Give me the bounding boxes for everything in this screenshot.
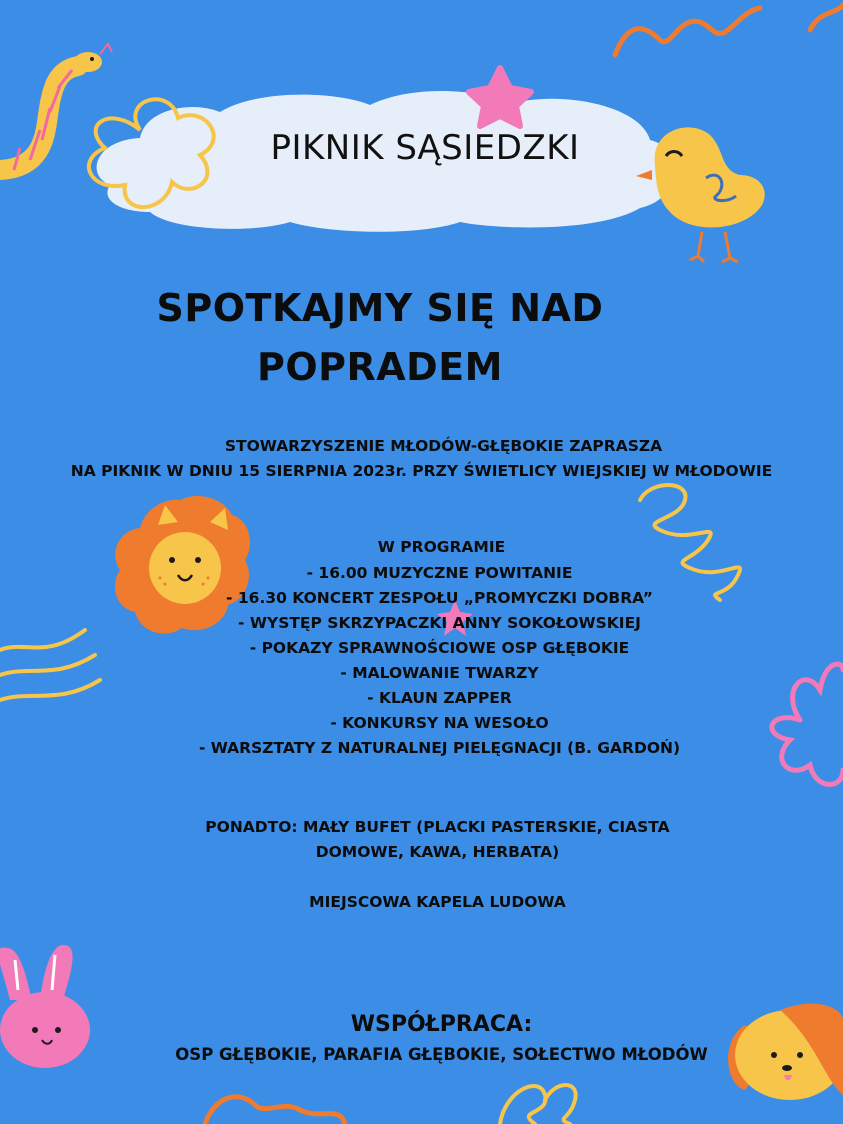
- extra-line-1: PONADTO: MAŁY BUFET (PLACKI PASTERSKIE, CIASTA: [205, 818, 670, 836]
- program-item: - KONKURSY NA WESOŁO: [330, 714, 549, 732]
- band-line: MIEJSCOWA KAPELA LUDOWA: [309, 893, 566, 911]
- program-item: - POKAZY SPRAWNOŚCIOWE OSP GŁĘBOKIE: [249, 639, 630, 657]
- program-item: - WARSZTATY Z NATURALNEJ PIELĘGNACJI (B. GARDOŃ): [198, 739, 681, 757]
- squiggle-icon: [615, 5, 843, 55]
- program-header: W PROGRAMIE: [377, 538, 506, 556]
- bottom-squiggle-icon: [205, 1097, 345, 1124]
- snake-icon: [0, 44, 112, 170]
- invite-line-1: STOWARZYSZENIE MŁODÓW-GŁĘBOKIE ZAPRASZA: [224, 437, 663, 455]
- invite-line-2: NA PIKNIK W DNIU 15 SIERPNIA 2023r. PRZY ŚWIETLICY WIEJSKIEJ W MŁODOWIE: [70, 462, 773, 480]
- cooperation-partners: OSP GŁĘBOKIE, PARAFIA GŁĘBOKIE, SOŁECTWO MŁODÓW: [175, 1045, 708, 1064]
- program-item: - 16.00 MUZYCZNE POWITANIE: [306, 564, 573, 582]
- cooperation-header: WSPÓŁPRACA:: [350, 1012, 533, 1037]
- program-item: - KLAUN ZAPPER: [367, 689, 512, 707]
- poster-title: PIKNIK SĄSIEDZKI: [270, 128, 580, 168]
- extra-line-2: DOMOWE, KAWA, HERBATA): [315, 843, 560, 861]
- program-item: - WYSTĘP SKRZYPACZKI ANNY SOKOŁOWSKIEJ: [238, 614, 641, 632]
- bottom-spring-icon: [500, 1085, 576, 1124]
- program-item: - MALOWANIE TWARZY: [340, 664, 539, 682]
- headline-line-1: SPOTKAJMY SIĘ NAD: [156, 286, 604, 330]
- program-item: - 16.30 KONCERT ZESPOŁU „PROMYCZKI DOBRA”: [226, 589, 653, 607]
- headline-line-2: POPRADEM: [257, 345, 503, 389]
